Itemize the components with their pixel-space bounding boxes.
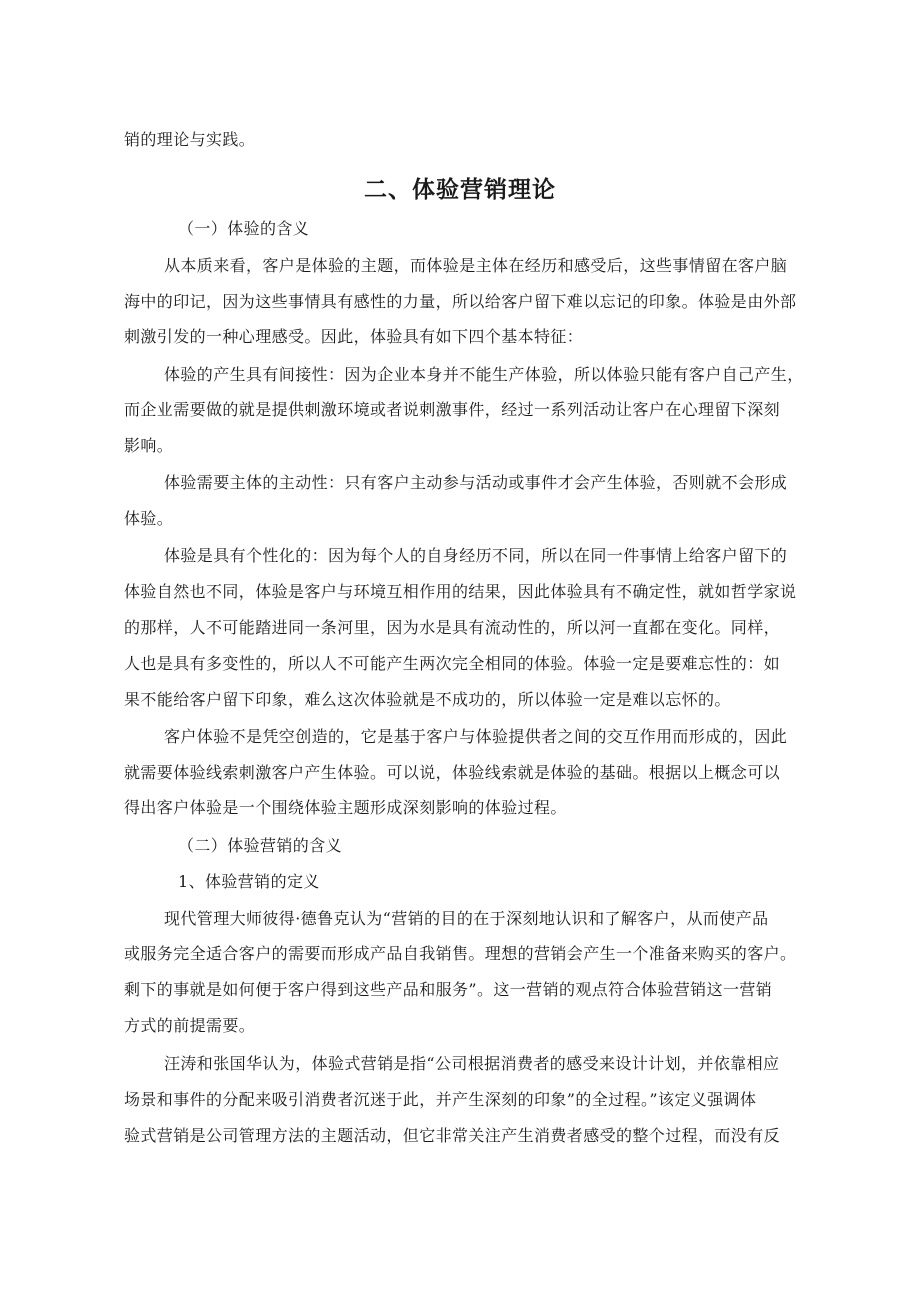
section-title: 二、体验营销理论: [364, 177, 556, 203]
paragraph-line: 验式营销是公司管理方法的主题活动，但它非常关注产生消费者感受的整个过程，而没有反: [124, 1126, 781, 1145]
paragraph-line: 汪涛和张国华认为，体验式营销是指“公司根据消费者的感受来设计计划，并依靠相应: [164, 1054, 780, 1073]
subsection-heading-1: （一）体验的含义: [178, 219, 310, 238]
paragraph-line: 客户体验不是凭空创造的，它是基于客户与体验提供者之间的交互作用而形成的，因此: [164, 727, 788, 746]
paragraph-line: 得出客户体验是一个围绕体验主题形成深刻影响的体验过程。: [124, 798, 567, 817]
paragraph-line: 的那样，人不可能踏进同一条河里，因为水是具有流动性的，所以河一直都在变化。同样，: [124, 618, 781, 637]
paragraph-line: 体验自然也不同，体验是客户与环境互相作用的结果，因此体验具有不确定性，就如哲学家说: [124, 582, 797, 601]
paragraph-line: 或服务完全适合客户的需要而形成产品自我销售。理想的营销会产生一个准备来购买的客户。: [124, 944, 797, 963]
paragraph-line: 剩下的事就是如何便于客户得到这些产品和服务”。这一营销的观点符合体验营销这一营销: [124, 980, 773, 999]
paragraph-line: 体验。: [124, 509, 174, 528]
paragraph-line: 体验是具有个性化的：因为每个人的自身经历不同，所以在同一件事情上给客户留下的: [164, 546, 788, 565]
paragraph-line: 人也是具有多变性的，所以人不可能产生两次完全相同的体验。体验一定是要难忘性的：如: [124, 654, 781, 673]
subsection-heading-2: （二）体验营销的含义: [178, 836, 343, 855]
paragraph-line: 体验的产生具有间接性：因为企业本身并不能生产体验，所以体验只能有客户自己产生，: [164, 365, 804, 384]
paragraph-line: 就需要体验线索刺激客户产生体验。可以说，体验线索就是体验的基础。根据以上概念可以: [124, 763, 781, 782]
paragraph-line: 现代管理大师彼得·德鲁克认为“营销的目的在于深刻地认识和了解客户，从而使产品: [164, 909, 769, 928]
intro-tail-line: 销的理论与实践。: [124, 130, 256, 149]
paragraph-line: 从本质来看，客户是体验的主题，而体验是主体在经历和感受后，这些事情留在客户脑: [164, 256, 788, 275]
paragraph-line: 体验需要主体的主动性：只有客户主动参与活动或事件才会产生体验，否则就不会形成: [164, 473, 788, 492]
paragraph-line: 而企业需要做的就是提供刺激环境或者说刺激事件，经过一系列活动让客户在心理留下深刻: [124, 400, 781, 419]
item-heading-1: 1、体验营销的定义: [178, 872, 320, 891]
paragraph-line: 刺激引发的一种心理感受。因此，体验具有如下四个基本特征：: [124, 327, 584, 346]
paragraph-line: 海中的印记，因为这些事情具有感性的力量，所以给客户留下难以忘记的印象。体验是由外部: [124, 292, 797, 311]
paragraph-line: 方式的前提需要。: [124, 1016, 256, 1035]
paragraph-line: 果不能给客户留下印象，难么这次体验就是不成功的，所以体验一定是难以忘怀的。: [124, 690, 731, 709]
paragraph-line: 影响。: [124, 436, 174, 455]
paragraph-line: 场景和事件的分配来吸引消费者沉迷于此，并产生深刻的印象”的全过程。”该定义强调体: [124, 1090, 757, 1109]
